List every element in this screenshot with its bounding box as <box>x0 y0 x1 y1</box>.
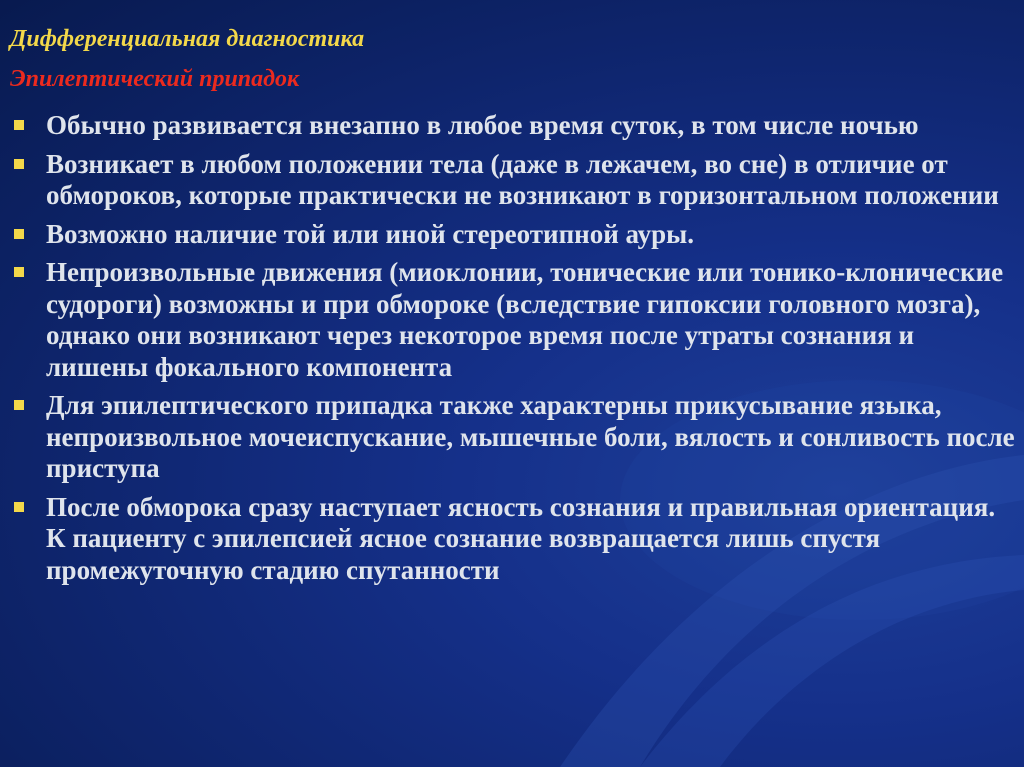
bullet-text: Непроизвольные движения (миоклонии, тонические или тонико-клонические судороги) возможны и при обмороке (вследствие гипоксии головного мозга), однако они возникают через некоторое время после утраты сознания и лишены фокального компонента <box>46 257 1004 382</box>
bullet-item <box>14 110 1016 142</box>
bullet-text: Обычно развивается внезапно в любое время суток, в том числе ночью <box>46 110 919 140</box>
slide-title: Дифференциальная диагностика <box>10 26 365 52</box>
bullet-text: Возможно наличие той или иной стереотипной ауры. <box>46 218 694 249</box>
bullet-item <box>14 219 1016 251</box>
square-bullet-icon <box>14 159 24 169</box>
square-bullet-icon <box>14 400 24 410</box>
square-bullet-icon <box>14 229 24 239</box>
square-bullet-icon <box>14 120 24 130</box>
square-bullet-icon <box>14 267 24 277</box>
bullet-item <box>14 390 1016 485</box>
bullet-item <box>14 257 1016 383</box>
bullet-item <box>14 492 1016 587</box>
bullet-text: Для эпилептического припадка также характерны прикусывание языка, непроизвольное мочеиспускание, мышечные боли, вялость и сонливость после приступа <box>46 390 1015 483</box>
bullet-item <box>14 149 1016 212</box>
bullet-text: Возникает в любом положении тела (даже в лежачем, во сне) в отличие от обмороков, которые практически не возникают в горизонтальном положении <box>46 148 999 210</box>
square-bullet-icon <box>14 502 24 512</box>
bullet-list <box>14 110 1016 593</box>
bullet-text: После обморока сразу наступает ясность сознания и правильная ориентация. К пациенту с эпилепсией ясное сознание возвращается лишь спустя промежуточную стадию спутанности <box>46 491 996 585</box>
slide-subtitle: Эпилептический припадок <box>10 66 300 92</box>
